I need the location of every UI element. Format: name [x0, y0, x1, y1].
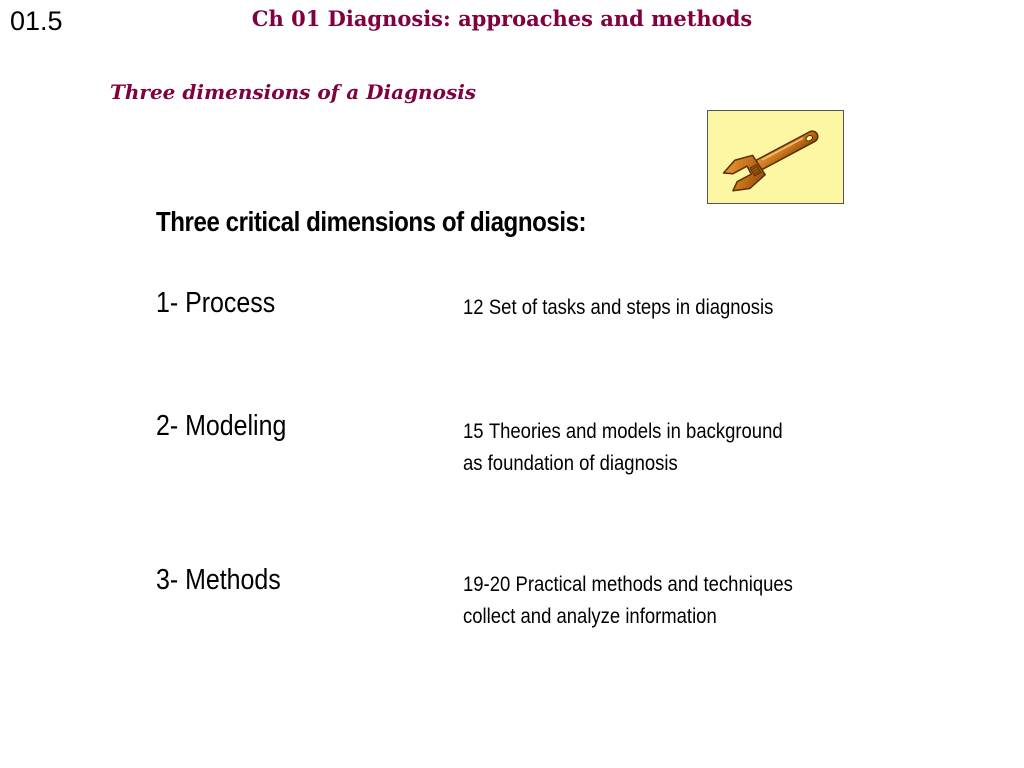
desc-line-1: Practical methods and techniques: [515, 573, 793, 596]
dimension-desc-methods: [463, 569, 793, 633]
chapter-title: Ch 01 Diagnosis: approaches and methods: [251, 6, 753, 31]
dimension-label-modeling: 2- Modeling: [156, 410, 287, 442]
desc-line-2: as foundation of diagnosis: [463, 452, 678, 475]
page-reference: 19-20: [463, 573, 511, 596]
dimension-label-methods: 3- Methods: [156, 564, 281, 596]
dimension-desc-process: [463, 292, 773, 324]
desc-line-1: Theories and models in background: [488, 420, 783, 443]
slide-subtitle: Three dimensions of a Diagnosis: [110, 80, 477, 104]
slide-number: 01.5: [10, 6, 63, 36]
page-reference: 12: [463, 296, 484, 319]
dimension-desc-modeling: [463, 416, 783, 480]
dimension-label-process: 1- Process: [156, 287, 276, 319]
section-heading: Three critical dimensions of diagnosis:: [156, 206, 587, 237]
desc-line-2: collect and analyze information: [463, 605, 717, 628]
wrench-icon: [708, 111, 843, 203]
wrench-clipart: [707, 110, 844, 204]
page-reference: 15: [463, 420, 484, 443]
desc-line-1: Set of tasks and steps in diagnosis: [488, 296, 774, 319]
